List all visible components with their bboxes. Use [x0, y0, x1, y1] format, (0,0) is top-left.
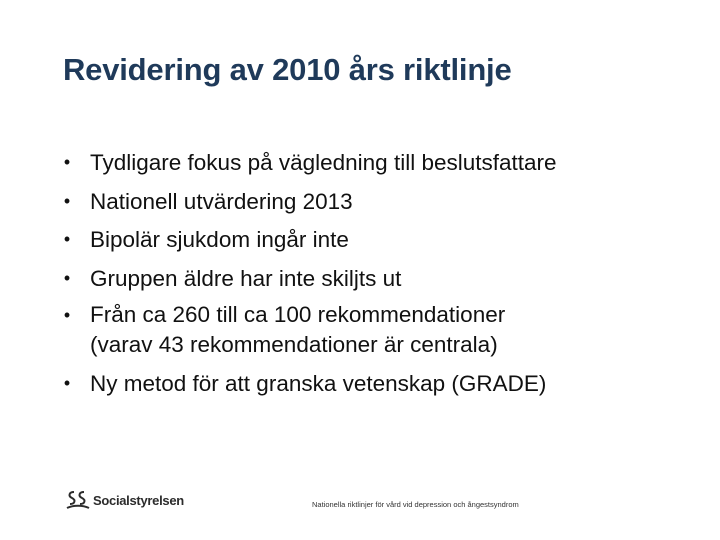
bullet-text: Gruppen äldre har inte skiljts ut [90, 265, 402, 291]
footer-caption: Nationella riktlinjer för vård vid depression och ångestsyndrom [312, 500, 519, 509]
bullet-icon: • [63, 190, 71, 211]
bullet-text: Nationell utvärdering 2013 [90, 188, 353, 214]
socialstyrelsen-logo [65, 489, 184, 511]
bullet-text: Ny metod för att granska vetenskap (GRADE) [90, 371, 547, 396]
bullet-item [60, 300, 557, 360]
bullet-icon: • [63, 229, 71, 249]
bullet-icon: • [63, 152, 71, 172]
bullet-text: Bipolär sjukdom ingår inte [90, 227, 349, 252]
bullet-list [60, 146, 557, 406]
bullet-icon: • [63, 267, 71, 288]
bullet-text: Tydligare fokus på vägledning till beslutsfattare [90, 150, 557, 175]
bullet-text: Från ca 260 till ca 100 rekommendationer [90, 302, 506, 327]
bullet-item [60, 367, 557, 400]
bullet-item [60, 262, 557, 295]
socialstyrelsen-logo-icon [65, 489, 91, 511]
bullet-text-continuation: (varav 43 rekommendationer är centrala) [90, 332, 498, 357]
bullet-item [60, 185, 557, 218]
bullet-icon: • [63, 305, 71, 325]
slide-title: Revidering av 2010 års riktlinje [63, 52, 512, 87]
bullet-item [60, 146, 557, 179]
bullet-item [60, 223, 557, 256]
bullet-icon: • [63, 373, 71, 393]
logo-text: Socialstyrelsen [93, 492, 184, 508]
